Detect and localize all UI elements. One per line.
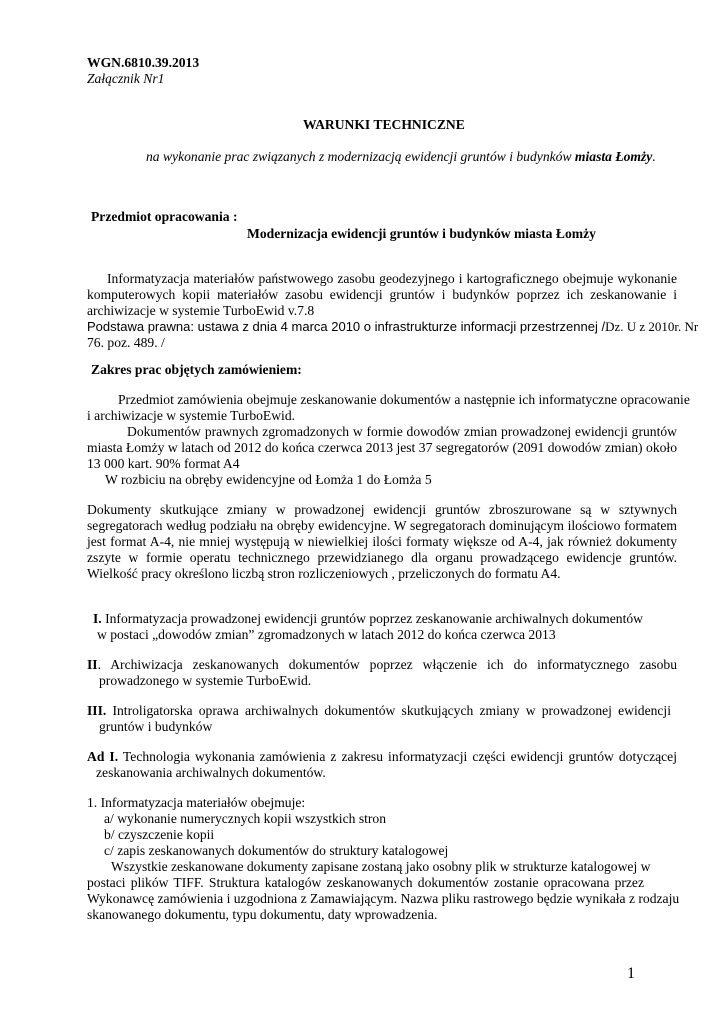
scope-paragraph-4	[87, 502, 677, 582]
ad-section-line: Ad I. Technologia wykonania zamówienia z zakresu informatyzacji części ewidencji gruntów dotyczącej	[87, 749, 677, 764]
scope-line: 13 000 kart. 90% format A4	[87, 456, 240, 471]
intro-line: archiwizacje w systemie TurboEwid v.7.8	[87, 303, 315, 318]
subject-value: Modernizacja ewidencji gruntów i budynków miasta Łomży	[247, 226, 596, 241]
scope-paragraph-1	[87, 392, 690, 424]
scope-line: Przedmiot zamówienia obejmuje zeskanowanie dokumentów a następnie ich informatyczne opracowanie	[118, 392, 690, 407]
list-item-a: a/ wykonanie numerycznych kopii wszystkich stron	[104, 811, 387, 826]
list-item-c: c/ zapis zeskanowanych dokumentów do struktury katalogowej	[104, 843, 449, 858]
section-3-line: III. Introligatorska oprawa archiwalnych dokumentów skutkujących zmiany w prowadzonej ewidencji	[87, 703, 671, 718]
intro-line: komputerowych kopii materiałów zasobu ewidencji gruntów i budynków poprzez ich zeskanowanie i	[87, 287, 677, 302]
section-2	[87, 657, 677, 689]
scope-line: Dokumentów prawnych zgromadzonych w formie dowodów zmian prowadzonej ewidencji gruntów	[127, 424, 677, 439]
document-subtitle: na wykonanie prac związanych z modernizacją ewidencji gruntów i budynków miasta Łomży.	[146, 149, 656, 164]
scope-line: segregatorach według podziału na obręby ewidencyjne. W segregatorach dominującym ilościowo formatem	[87, 518, 677, 533]
attachment-label: Załącznik Nr1	[87, 71, 165, 86]
ad-section	[87, 749, 677, 781]
list-paragraph-line: Wykonawcę zamówienia i uzgodniona z Zamawiającym. Nazwa pliku rastrowego będzie wynikała z rodzaju	[87, 891, 680, 906]
scope-line: jest format A-4, nie mniej występują w niewielkiej ilości formaty większe od A-4, jak również dokumenty	[87, 534, 677, 549]
scope-paragraph-3: W rozbiciu na obręby ewidencyjne od Łomża 1 do Łomża 5	[105, 472, 432, 487]
reference-number: WGN.6810.39.2013	[87, 55, 200, 70]
scope-line: Wielkość pracy określono liczbą stron rozliczeniowych , przeliczonych do formatu A4.	[87, 566, 561, 581]
section-2-line: prowadzonego w systemie TurboEwid.	[99, 673, 312, 688]
scope-paragraph-2	[87, 424, 677, 472]
scope-line: Dokumenty skutkujące zmiany w prowadzonej ewidencji gruntów zbroszurowane są w sztywnych	[87, 502, 677, 517]
list-item-b: b/ czyszczenie kopii	[104, 827, 215, 842]
list-paragraph-line: Wszystkie zeskanowane dokumenty zapisane zostaną jako osobny plik w strukturze katalogowej w	[111, 859, 651, 874]
intro-paragraph	[87, 271, 677, 319]
list-paragraph-line: postaci plików TIFF. Struktura katalogów zeskanowanych dokumentów zostanie opracowana przez	[87, 875, 644, 890]
scope-heading: Zakres prac objętych zamówieniem:	[91, 362, 302, 377]
list-paragraph-line: skanowanego dokumentu, typu dokumentu, daty wprowadzenia.	[87, 907, 438, 922]
section-3-line: gruntów i budynków	[99, 719, 213, 734]
list-heading: 1. Informatyzacja materiałów obejmuje:	[87, 795, 306, 810]
legal-basis: Podstawa prawna: ustawa z dnia 4 marca 2010 o infrastrukturze informacji przestrzennej /Dz. U z 2010r. Nr	[87, 319, 699, 334]
legal-basis-continued: 76. poz. 489. /	[87, 335, 165, 350]
ad-section-line: zeskanowania archiwalnych dokumentów.	[96, 765, 326, 780]
scope-line: zszyte w formie operatu technicznego przewidzianego dla organu prowadzącego ewidencje gruntów.	[87, 550, 677, 565]
scope-line: miasta Łomży w latach od 2012 do końca czerwca 2013 jest 37 segregatorów (2091 dowodów zmian) około	[87, 440, 677, 455]
section-1-continued: w postaci „dowodów zmian” zgromadzonych w latach 2012 do końca czerwca 2013	[97, 627, 556, 642]
section-1: I. Informatyzacja prowadzonej ewidencji gruntów poprzez zeskanowanie archiwalnych dokumentów	[93, 611, 643, 626]
section-3	[87, 703, 671, 735]
subtitle-city: miasta Łomży	[574, 149, 653, 164]
document-title: WARUNKI TECHNICZNE	[303, 117, 465, 132]
section-2-line: II. Archiwizacja zeskanowanych dokumentów poprzez włączenie ich do informatycznego zasobu	[87, 657, 677, 672]
scope-line: i archiwizacje w systemie TurboEwid.	[87, 408, 296, 423]
page-number: 1	[627, 965, 635, 982]
list-paragraph	[87, 859, 680, 923]
subject-label: Przedmiot opracowania :	[91, 209, 238, 224]
intro-line: Informatyzacja materiałów państwowego zasobu geodezyjnego i kartograficznego obejmuje wykonanie	[107, 271, 677, 286]
